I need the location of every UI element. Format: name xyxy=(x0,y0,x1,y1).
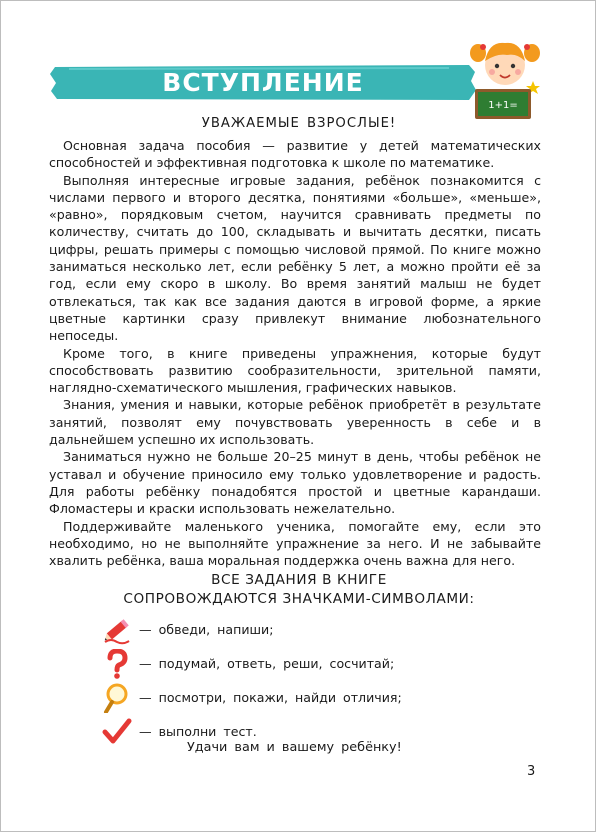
magnifier-icon xyxy=(101,683,133,713)
intro-text xyxy=(49,137,541,569)
legend-text: — выполни тест. xyxy=(139,724,257,739)
symbols-heading-line: ВСЕ ЗАДАНИЯ В КНИГЕ xyxy=(211,572,387,588)
symbols-heading xyxy=(1,571,597,609)
page-number: 3 xyxy=(527,764,536,779)
paragraph: Кроме того, в книге приведены упражнения, которые будут способствовать развитию сообразительности, зрительной памяти, наглядно-схематического мышления, графических навыков. xyxy=(49,345,541,396)
farewell-text: Удачи вам и вашему ребёнку! xyxy=(187,740,402,755)
board-text: 1+1= xyxy=(488,100,518,111)
legend-text: — подумай, ответь, реши, сосчитай; xyxy=(139,656,395,671)
paragraph: Поддерживайте маленького ученика, помогайте ему, если это необходимо, но не выполняйте упражнение за него. И не забывайте хвалить ребёнка, ваша моральная поддержка очень важна для него. xyxy=(49,518,541,569)
legend-text: — посмотри, покажи, найди отличия; xyxy=(139,690,402,705)
pencil-icon xyxy=(101,615,133,645)
legend-text: — обведи, напиши; xyxy=(139,622,274,637)
symbols-heading-line: СОПРОВОЖДАЮТСЯ ЗНАЧКАМИ-СИМВОЛАМИ: xyxy=(123,591,475,607)
paragraph: Основная задача пособия — развитие у детей математических способностей и эффективная подготовка к школе по математике. xyxy=(49,138,541,171)
greeting-heading: УВАЖАЕМЫЕ ВЗРОСЛЫЕ! xyxy=(201,116,397,131)
page-title: ВСТУПЛЕНИЕ xyxy=(162,68,364,97)
paragraph: Знания, умения и навыки, которые ребёнок приобретёт в результате занятий, позволят ему почувствовать уверенность в себе и в дальнейшем успешно их использовать. xyxy=(49,397,541,448)
girl-with-board-icon xyxy=(469,31,541,121)
paragraph: Заниматься нужно не больше 20–25 минут в день, чтобы ребёнок не уставал и обучение приносило ему только удовлетворение и радость. Для работы ребёнку понадобятся простой и цветные карандаши. Фломастеры и краски использовать нежелательно. xyxy=(49,449,541,517)
checkmark-icon xyxy=(101,717,133,747)
title-banner xyxy=(49,64,477,101)
paragraph: Выполняя интересные игровые задания, ребёнок познакомится с числами первого и второго десятка, понятиями «больше», «меньше», «равно», порядковым счетом, научится сравнивать предметы по количеству, считать до 100, складывать и вычитать десятки, писать цифры, решать примеры с помощью числовой прямой. По книге можно заниматься несколько лет, если ребёнку 5 лет, а можно пройти её за год, если ему скоро в школу. Во время занятий малыш не будет отвлекаться, так как все задания даются в игровой форме, а яркие цветные картинки сразу привлекут внимание любознательного непоседы. xyxy=(49,172,541,344)
question-mark-icon xyxy=(101,649,133,679)
